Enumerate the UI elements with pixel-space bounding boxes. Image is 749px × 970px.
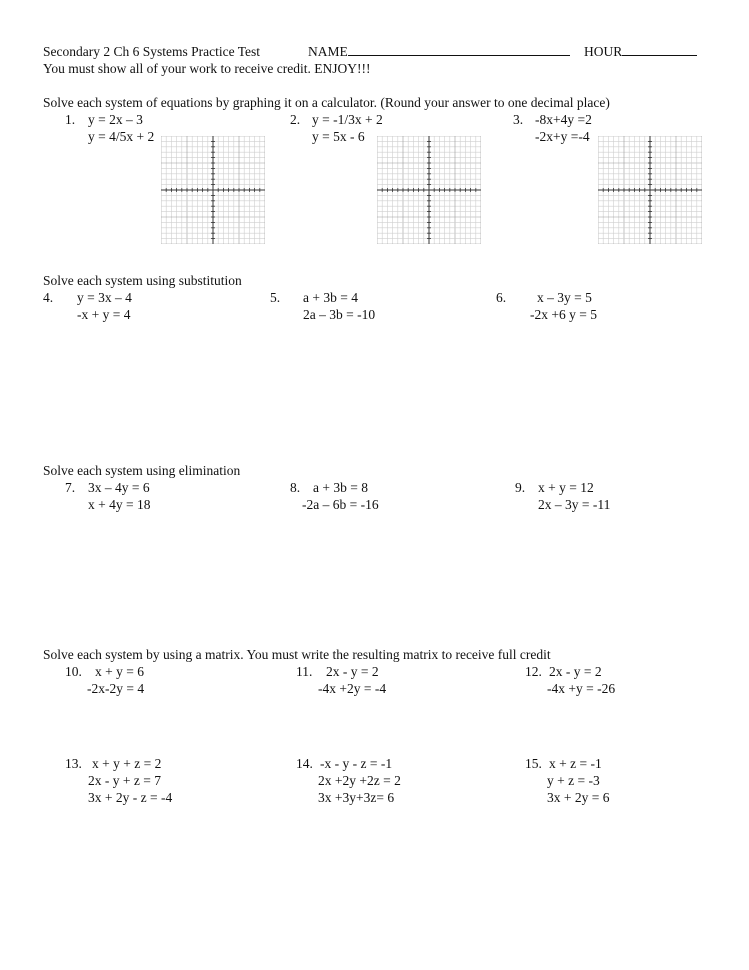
hour-label: HOUR — [584, 44, 623, 59]
problem-5-eq2: 2a – 3b = -10 — [303, 307, 376, 322]
matrix-heading: Solve each system by using a matrix. You must write the resulting matrix to receive full credit — [43, 647, 551, 662]
problem-9-number: 9. — [515, 480, 526, 495]
problem-7-number: 7. — [65, 480, 76, 495]
problem-14-number: 14. — [296, 756, 313, 771]
problem-15-eq3: 3x + 2y = 6 — [547, 790, 610, 805]
graph-grid-3[interactable] — [598, 136, 702, 244]
problem-8-eq1: a + 3b = 8 — [313, 480, 368, 495]
problem-11-eq1: 2x - y = 2 — [326, 664, 379, 679]
problem-11-eq2: -4x +2y = -4 — [318, 681, 387, 696]
problem-9-eq1: x + y = 12 — [538, 480, 594, 495]
problem-10-eq2: -2x-2y = 4 — [87, 681, 145, 696]
elimination-heading: Solve each system using elimination — [43, 463, 241, 478]
problem-13-number: 13. — [65, 756, 82, 771]
problem-13-eq1: x + y + z = 2 — [92, 756, 162, 771]
problem-12-number: 12. — [525, 664, 542, 679]
hour-blank[interactable] — [622, 44, 697, 56]
graph-grid-1[interactable] — [161, 136, 265, 244]
instructions: You must show all of your work to receive credit. ENJOY!!! — [43, 61, 371, 76]
problem-11-number: 11. — [296, 664, 313, 679]
problem-2-eq2: y = 5x - 6 — [312, 129, 365, 144]
problem-7-eq1: 3x – 4y = 6 — [88, 480, 150, 495]
problem-13-eq3: 3x + 2y - z = -4 — [88, 790, 173, 805]
substitution-heading: Solve each system using substitution — [43, 273, 242, 288]
problem-5-number: 5. — [270, 290, 281, 305]
problem-2-eq1: y = -1/3x + 2 — [312, 112, 383, 127]
problem-5-eq1: a + 3b = 4 — [303, 290, 358, 305]
problem-15-eq2: y + z = -3 — [547, 773, 600, 788]
problem-14-eq2: 2x +2y +2z = 2 — [318, 773, 401, 788]
hour-field[interactable] — [584, 44, 697, 60]
problem-6-number: 6. — [496, 290, 507, 305]
problem-6-eq1: x – 3y = 5 — [537, 290, 592, 305]
problem-3-eq1: -8x+4y =2 — [535, 112, 592, 127]
graph-grid-2[interactable] — [377, 136, 481, 244]
problem-15-eq1: x + z = -1 — [549, 756, 602, 771]
problem-12-eq2: -4x +y = -26 — [547, 681, 616, 696]
problem-1-number: 1. — [65, 112, 76, 127]
problem-8-number: 8. — [290, 480, 301, 495]
name-label: NAME — [308, 44, 348, 59]
problem-2-number: 2. — [290, 112, 301, 127]
problem-10-number: 10. — [65, 664, 82, 679]
problem-9-eq2: 2x – 3y = -11 — [538, 497, 611, 512]
problem-14-eq1: -x - y - z = -1 — [320, 756, 393, 771]
problem-3-number: 3. — [513, 112, 524, 127]
problem-8-eq2: -2a – 6b = -16 — [302, 497, 379, 512]
name-blank[interactable] — [348, 44, 570, 56]
problem-1-eq2: y = 4/5x + 2 — [88, 129, 155, 144]
problem-12-eq1: 2x - y = 2 — [549, 664, 602, 679]
problem-6-eq2: -2x +6 y = 5 — [530, 307, 597, 322]
problem-10-eq1: x + y = 6 — [95, 664, 144, 679]
worksheet-title: Secondary 2 Ch 6 Systems Practice Test — [43, 44, 261, 59]
problem-4-eq2: -x + y = 4 — [77, 307, 131, 322]
problem-3-eq2: -2x+y =-4 — [535, 129, 590, 144]
problem-7-eq2: x + 4y = 18 — [88, 497, 151, 512]
problem-4-number: 4. — [43, 290, 54, 305]
problem-15-number: 15. — [525, 756, 542, 771]
problem-1-eq1: y = 2x – 3 — [88, 112, 143, 127]
graphing-heading: Solve each system of equations by graphing it on a calculator. (Round your answer to one decimal place) — [43, 95, 610, 110]
name-field[interactable] — [308, 44, 570, 60]
problem-14-eq3: 3x +3y+3z= 6 — [318, 790, 395, 805]
problem-4-eq1: y = 3x – 4 — [77, 290, 132, 305]
problem-13-eq2: 2x - y + z = 7 — [88, 773, 161, 788]
